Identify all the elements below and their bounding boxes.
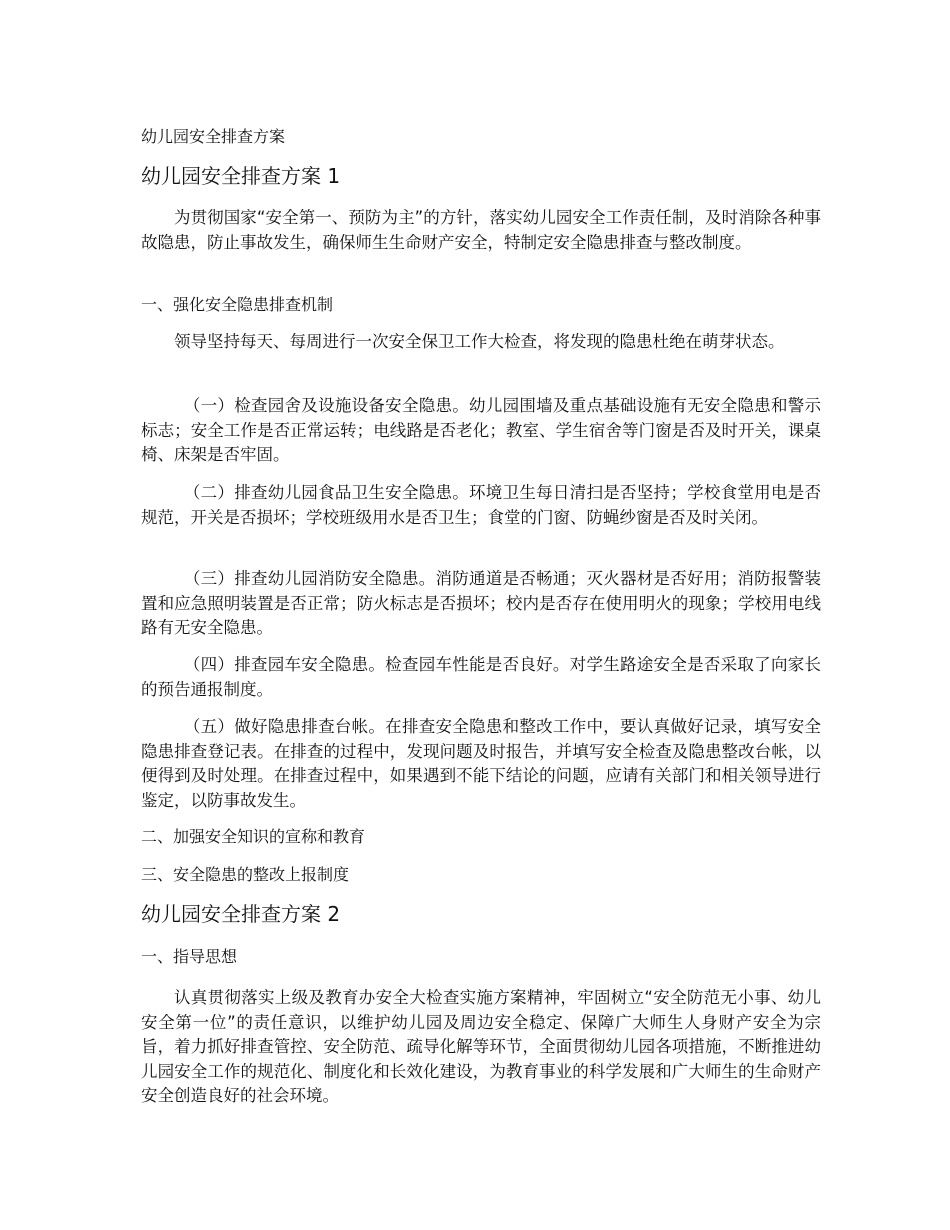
section-1-intro-paragraph: 为贯彻国家“安全第一、预防为主”的方针，落实幼儿园安全工作责任制，及时消除各种事故隐患，防止事故发生，确保师生生命财产安全，特制定安全隐患排查与整改制度。 — [141, 208, 821, 252]
section-1-item-3-heading: 三、安全隐患的整改上报制度 — [141, 865, 350, 884]
section-1-subitem-2-paragraph: （二）排查幼儿园食品卫生安全隐患。环境卫生每日清扫是否坚持；学校食堂用电是否规范，开关是否损坏；学校班级用水是否卫生；食堂的门窗、防蝇纱窗是否及时关闭。 — [141, 483, 821, 527]
section-1-subitem-1-paragraph: （一）检查园舍及设施设备安全隐患。幼儿园围墙及重点基础设施有无安全隐患和警示标志；安全工作是否正常运转；电线路是否老化；教室、学生宿舍等门窗是否及时开关，课桌椅、床架是否牢固。 — [141, 396, 821, 464]
section-1-item-2-heading: 二、加强安全知识的宣称和教育 — [141, 827, 366, 846]
section-2-item-1-heading: 一、指导思想 — [141, 947, 238, 966]
section-2-item-1-paragraph: 认真贯彻落实上级及教育办安全大检查实施方案精神，牢固树立“安全防范无小事、幼儿安全第一位”的责任意识，以维护幼儿园及周边安全稳定、保障广大师生人身财产安全为宗旨，着力抓好排查管控、安全防范、疏导化解等环节，全面贯彻幼儿园各项措施，不断推进幼儿园安全工作的规范化、制度化和长效化建设，为教育事业的科学发展和广大师生的生命财产安全创造良好的社会环境。 — [141, 988, 821, 1105]
section-1-subitem-4-paragraph: （四）排查园车安全隐患。检查园车性能是否良好。对学生路途安全是否采取了向家长的预告通报制度。 — [141, 655, 821, 699]
document-title: 幼儿园安全排查方案 — [141, 127, 286, 146]
section-1-item-1-paragraph: 领导坚持每天、每周进行一次安全保卫工作大检查，将发现的隐患杜绝在萌芽状态。 — [174, 332, 785, 351]
section-1-subitem-5-paragraph: （五）做好隐患排查台帐。在排查安全隐患和整改工作中，要认真做好记录，填写安全隐患排查登记表。在排查的过程中，发现问题及时报告，并填写安全检查及隐患整改台帐，以便得到及时处理。在排查过程中，如果遇到不能下结论的问题，应请有关部门和相关领导进行鉴定，以防事故发生。 — [141, 717, 821, 810]
section-1-heading: 幼儿园安全排查方案 1 — [141, 164, 341, 188]
section-1-item-1-heading: 一、强化安全隐患排查机制 — [141, 295, 334, 314]
section-2-heading: 幼儿园安全排查方案 2 — [141, 902, 341, 926]
section-1-subitem-3-paragraph: （三）排查幼儿园消防安全隐患。消防通道是否畅通；灭火器材是否好用；消防报警装置和应急照明装置是否正常；防火标志是否损坏；校内是否存在使用明火的现象；学校用电线路有无安全隐患。 — [141, 569, 821, 637]
